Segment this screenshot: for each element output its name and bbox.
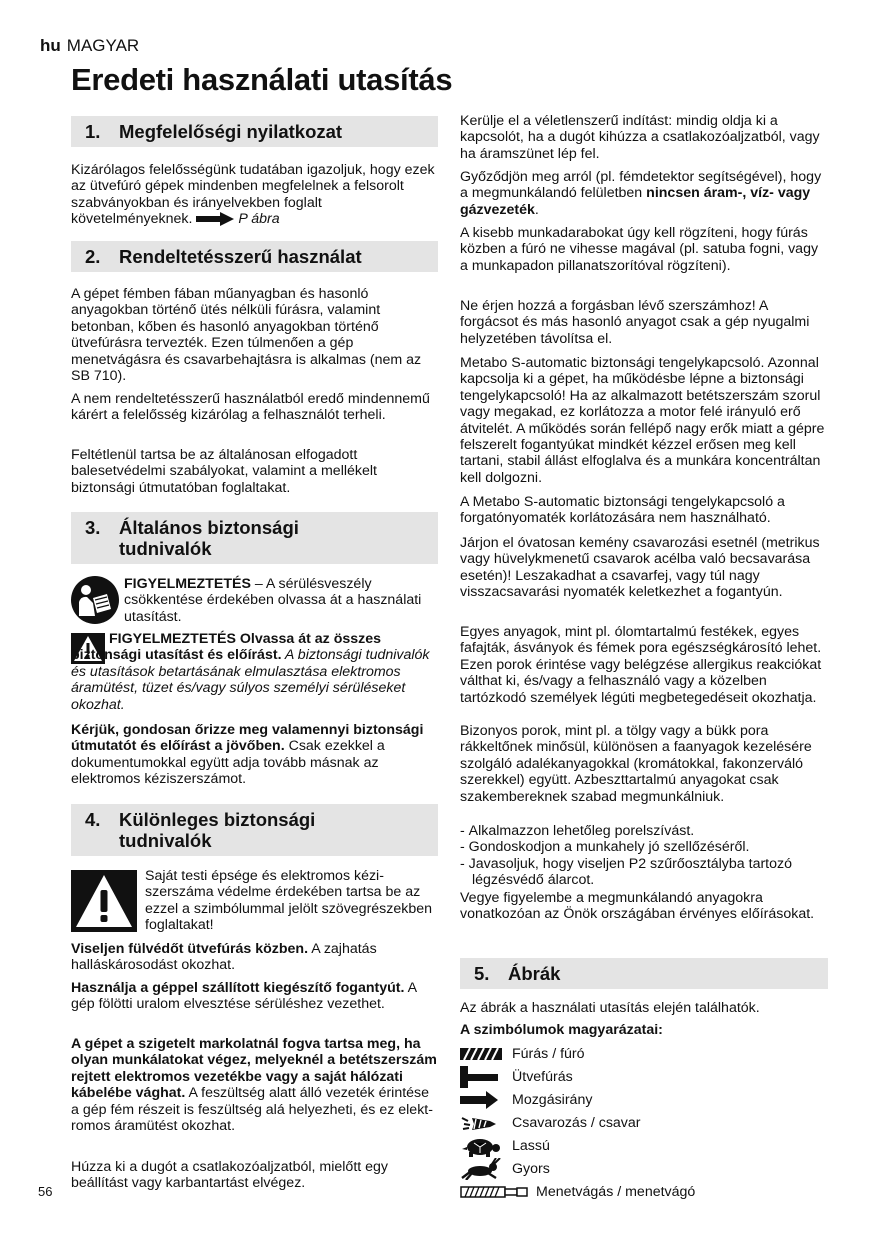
keep-instructions-text: Csak ezekkel a dokumentumokkal együtt adja tovább másnak az elektromos kéziszerszámot. [71,738,385,788]
conformity-paragraph [71,162,438,228]
warning-consequence-text: A biztonsági tudnivalók és utasítások betartásának elmulasztása elektromos áramütést, tüzet és/vagy súlyos személyi sérüléseket okozhat. [71,647,430,713]
national-regulations-paragraph: Vegye figyelembe a megmunkálandó anyagokra vonatkozóan az Önök országában érvényes előírásokat. [460,890,815,923]
section-5-header [460,958,828,989]
legend-item-threading [460,1181,695,1203]
drill-icon [460,1047,502,1061]
special-safety-intro: Saját testi épsége és elektromos kéziszerszáma védelme érdekében tartsa be az ezzel a szimbólummal jelölt szövegrészekben foglaltakat! [145,868,433,934]
section-number: 4. [85,809,101,830]
legend-label: Ütvefúrás [512,1069,573,1085]
carcinogenic-dust-paragraph: Bizonyos porok, mint pl. a tölgy vagy a bükk pora rákkeltőnek minősül, különösen a faanyagok kezelésére szolgáló adalékanyagokkal (kromátokkal, fakonzerváló szerekkel) együtt. Azbeszttartalmú anyagokat csak szakembereknek szabad megmunkálniuk. [460,723,812,805]
danger-triangle-icon [71,870,137,932]
hammer-drill-icon [460,1066,502,1088]
warning-label: FIGYELMEZTETÉS [124,576,251,592]
section-4-header [71,804,438,856]
keep-instructions-paragraph [71,722,438,788]
legend-label: Lassú [512,1138,550,1154]
accidental-start-paragraph: Kerülje el a véletlenszerű indítást: mindig oldja ki a kapcsolót, ha a dugót kihúzza a csatlakozóaljzatból, vagy ha áramszünet lép fel. [460,113,820,162]
liability-paragraph: A nem rendeltetésszerű használatból eredő mindennemű kárért a felelősség kizárólag a felhasználót terheli. [71,391,430,424]
language-code: hu [40,36,61,55]
read-manual-icon [71,576,119,624]
dust-health-paragraph: Egyes anyagok, mint pl. ólomtartalmú festékek, egyes fafajták, ásványok és fémek pora egészségkárosító lehet. Ezen porok érintése vagy belégzése allergikus reakciókat válthat ki, és/vagy a felhasználó vagy a közelben tartózkodó személyek légúti megbetegedéseit okozhatja. [460,624,822,706]
auxiliary-handle-text: A gép fölötti uralom elvesztése sérüléshez vezethet. [71,980,417,1013]
section-title-line2: tudnivalók [119,538,212,559]
hidden-lines-text: Győződjön meg arról (pl. fémdetektor segítségével), hogy a megmunkálandó felületben [460,169,822,202]
page-number: 56 [38,1184,53,1199]
legend-item-screwdriving [460,1112,641,1134]
insulated-grip-text: A feszültség alatt álló vezeték érintése a gép fém részeit is feszültség alá helyezheti, és ez elektromos áramütést okozhat. [71,1085,433,1135]
list-item: - Alkalmazzon lehetőleg porelszívást. [460,823,695,839]
rotating-tool-paragraph: Ne érjen hozzá a forgásban lévő szerszámhoz! A forgácsot és más hasonló anyagot csak a gép nyugalmi helyzetében távolítsa el. [460,298,810,347]
warning-read-all [71,631,438,713]
hare-icon [460,1158,502,1180]
legend-label: Fúrás / fúró [512,1046,585,1062]
list-item-text: Javasoljuk, hogy viseljen P2 szűrőosztályba tartozó légzésvédő álarcot. [468,855,792,889]
section-number: 5. [474,963,490,984]
arrow-icon [196,212,234,226]
list-item-text: Gondoskodjon a munkahely jó szellőzéséről. [468,839,750,856]
legend-label: Gyors [512,1161,550,1177]
section-1-header [71,116,438,147]
safety-rules-paragraph: Feltétlenül tartsa be az általánosan elfogadott balesetvédelmi szabályokat, valamint a mellékelt biztonsági útmutatóban foglaltakat. [71,447,377,496]
legend-label: Menetvágás / menetvágó [536,1184,696,1200]
thread-tap-icon [460,1185,530,1199]
section-3-header [71,512,438,564]
dust-precautions-list [460,823,828,889]
section-number: 1. [85,121,101,142]
keep-instructions-bold: Kérjük, gondosan őrizze meg valamennyi biztonsági útmutatót és előírást a jövőben. [71,722,424,755]
section-number: 3. [85,517,101,538]
conformity-text: Kizárólagos felelősségünk tudatában igazoljuk, hogy ezek az ütvefúró gépek mindenben megfelelnek a felsorolt szabványokban és irányelvekben foglalt követelményeknek. [71,162,435,228]
language-header [40,36,139,56]
hard-screwdriving-paragraph: Járjon el óvatosan kemény csavarozási esetnél (metrikus vagy hüvelykmenetű csavarok acélba való becsavarása esetén)! Leszakadhat a csavarfej, vagy túl nagy visszacsavarási nyomaték keletkezhet a fogantyún. [460,535,820,601]
screwdriving-icon [460,1112,502,1134]
intended-use-paragraph: A gépet fémben fában műanyagban és hasonló anyagokban történő ütés nélküli fúrásra, valamint betonban, kőben és hasonló anyagokban történő ütvefúrásra tervezték. Ezen túlmenően a gép menetvágásra és csavarbehajtásra is alkalmas (nem az SB 710). [71,286,422,385]
unplug-paragraph: Húzza ki a dugót a csatlakozóaljzatból, mielőtt egy beállítást vagy karbantartást elvégez. [71,1159,389,1192]
section-title: Rendeltetésszerű használat [119,246,362,267]
auxiliary-handle-paragraph [71,980,438,1013]
ear-protection-text: A zajhatás halláskárosodást okozhat. [71,941,377,974]
warning-read-manual [124,576,438,625]
section-title [119,517,299,559]
section-2-header [71,241,438,272]
legend-item-hammer-drill [460,1066,573,1088]
legend-item-direction [460,1089,592,1111]
hidden-lines-end: . [534,201,539,218]
figure-reference: P ábra [238,211,280,228]
list-item-text: Alkalmazzon lehetőleg porelszívást. [468,823,695,839]
clutch-torque-paragraph: A Metabo S-automatic biztonsági tengelykapcsoló a forgatónyomaték korlátozására nem használható. [460,494,785,527]
legend-label: Mozgásirány [512,1092,593,1108]
warning-label: FIGYELMEZTETÉS Olvassa át az összes biztonsági utasítást és előírást. [71,631,382,664]
section-title-line2: tudnivalók [119,830,212,851]
page-title: Eredeti használati utasítás [71,62,453,97]
figures-location-paragraph: Az ábrák a használati utasítás elején találhatók. [460,1000,760,1016]
legend-label: Csavarozás / csavar [512,1115,641,1131]
section-title: Megfelelőségi nyilatkozat [119,121,343,142]
language-name: MAGYAR [66,36,140,55]
turtle-icon [460,1135,502,1157]
arrow-icon [460,1091,502,1109]
section-title-line1: Általános biztonsági [119,517,299,538]
section-title-line1: Különleges biztonsági [119,809,316,830]
ear-protection-bold: Viseljen fülvédőt ütvefúrás közben. [71,941,309,957]
clutch-paragraph: Metabo S-automatic biztonsági tengelykapcsoló. Azonnal kapcsolja ki a gépet, ha működésbe lépne a biztonsági tengelykapcsoló! Ha az alkalmazott betétszerszám szorul vagy megakad, ez korlátozza a motor felé irányuló erő átvitelét. A működés során fellépő nagy erők miatt a gépre felszerelt fogantyúkat mindkét kézzel erősen meg kell tartani, stabil állást elfoglalva és a munkára koncentráltan kell dolgozni. [460,355,825,486]
legend-item-drill [460,1043,585,1065]
legend-item-fast [460,1158,550,1180]
insulated-grip-bold: A gépet a szigetelt markolatnál fogva tartsa meg, ha olyan munkálatokat végez, melyeknél a betétszerszám rejtett elektromos vezetékbe vagy a saját hálózati kábelébe vághat. [71,1036,437,1102]
secure-workpiece-paragraph: A kisebb munkadarabokat úgy kell rögzíteni, hogy fúrás közben a fúró ne vihesse magával (pl. satuba fogni, vagy a munkapadon pillanatszorítóval rögzíteni). [460,225,819,274]
legend-title: A szimbólumok magyarázatai: [460,1022,663,1038]
auxiliary-handle-bold: Használja a géppel szállított kiegészítő fogantyút. [71,980,405,996]
list-item: - Javasoljuk, hogy viseljen P2 szűrőosztályba tartozó légzésvédő álarcot. [460,855,792,889]
ear-protection-paragraph [71,941,438,974]
legend-item-slow [460,1135,550,1157]
hidden-lines-bold: nincsen áram-, víz- vagy gázvezeték [460,185,811,218]
insulated-grip-paragraph [71,1036,438,1134]
list-item: - Gondoskodjon a munkahely jó szellőzéséről. [460,839,750,856]
hidden-lines-paragraph [460,169,828,218]
section-number: 2. [85,246,101,267]
section-title: Ábrák [508,963,561,984]
section-title [119,809,315,851]
warning-text: – A sérülésveszély csökkentése érdekében olvassa át a használati utasítást. [124,576,422,625]
